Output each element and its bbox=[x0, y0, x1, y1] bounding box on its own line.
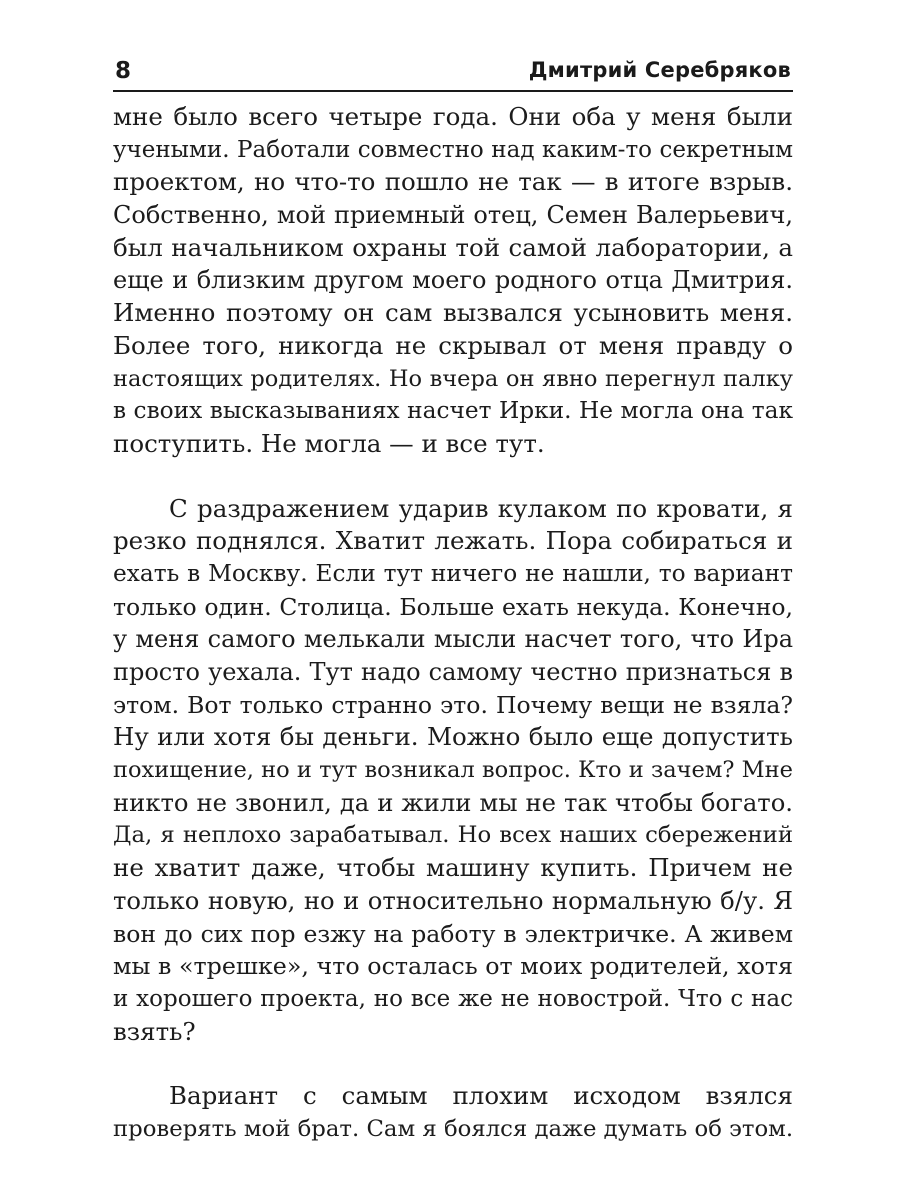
text-line: только новую, но и относительно нормальную б/у. Я bbox=[113, 885, 793, 915]
text-line: Собственно, мой приемный отец, Семен Валерьевич, bbox=[113, 201, 793, 230]
text-line: никто не звонил, да и жили мы не так чтобы богато. bbox=[113, 787, 793, 817]
text-line: Вариант с самым плохим исходом взялся bbox=[169, 1081, 793, 1111]
text-line: взять? bbox=[113, 1016, 196, 1046]
text-line: этом. Вот только странно это. Почему вещи не взяла? bbox=[113, 690, 793, 719]
body-text bbox=[113, 101, 793, 1146]
text-line: и хорошего проекта, но все же не новострой. Что с нас bbox=[113, 985, 793, 1012]
text-line: настоящих родителях. Но вчера он явно перегнул палку bbox=[113, 365, 793, 392]
text-line: ехать в Москву. Если тут ничего не нашли, то вариант bbox=[113, 559, 793, 587]
running-head-author: Дмитрий Серебряков bbox=[528, 58, 791, 82]
paragraph-1 bbox=[113, 101, 793, 461]
text-line: просто уехала. Тут надо самому честно признаться в bbox=[113, 658, 793, 686]
text-line: мы в «трешке», что осталась от моих родителей, хотя bbox=[113, 952, 793, 981]
text-line: проверять мой брат. Сам я боялся даже думать об этом. bbox=[113, 1115, 794, 1142]
text-line: Да, я неплохо зарабатывал. Но всех наших сбережений bbox=[113, 822, 793, 849]
paragraph-2 bbox=[113, 493, 793, 1049]
text-line: похищение, но и тут возникал вопрос. Кто и зачем? Мне bbox=[113, 757, 793, 784]
page-number: 8 bbox=[115, 58, 132, 84]
text-line: еще и близким другом моего родного отца Дмитрия. bbox=[113, 266, 793, 295]
text-line: учеными. Работали совместно над каким-то секретным bbox=[113, 136, 793, 163]
text-line: С раздражением ударив кулаком по кровати, я bbox=[169, 493, 793, 523]
text-line: был начальником охраны той самой лаборатории, а bbox=[113, 232, 793, 262]
text-line: проектом, но что-то пошло не так — в итоге взрыв. bbox=[113, 167, 793, 197]
text-line: в своих высказываниях насчет Ирки. Не могла она так bbox=[113, 397, 793, 425]
page-header bbox=[113, 56, 793, 92]
text-line: у меня самого мелькали мысли насчет того, что Ира bbox=[113, 625, 793, 654]
paragraph-3 bbox=[113, 1080, 793, 1145]
text-line: вон до сих пор езжу на работу в электричке. А живем bbox=[113, 919, 793, 948]
text-line: не хватит даже, чтобы машину купить. Причем не bbox=[113, 853, 793, 883]
text-line: Именно поэтому он сам вызвался усыновить меня. bbox=[113, 298, 793, 328]
text-line: Ну или хотя бы деньги. Можно было еще допустить bbox=[113, 722, 793, 752]
text-line: поступить. Не могла — и все тут. bbox=[113, 428, 545, 458]
text-line: Более того, никогда не скрывал от меня правду о bbox=[113, 330, 793, 360]
text-line: только один. Столица. Больше ехать некуда. Конечно, bbox=[113, 592, 793, 621]
text-line: резко поднялся. Хватит лежать. Пора собираться и bbox=[113, 526, 793, 556]
text-line: мне было всего четыре года. Они оба у меня были bbox=[113, 102, 793, 131]
